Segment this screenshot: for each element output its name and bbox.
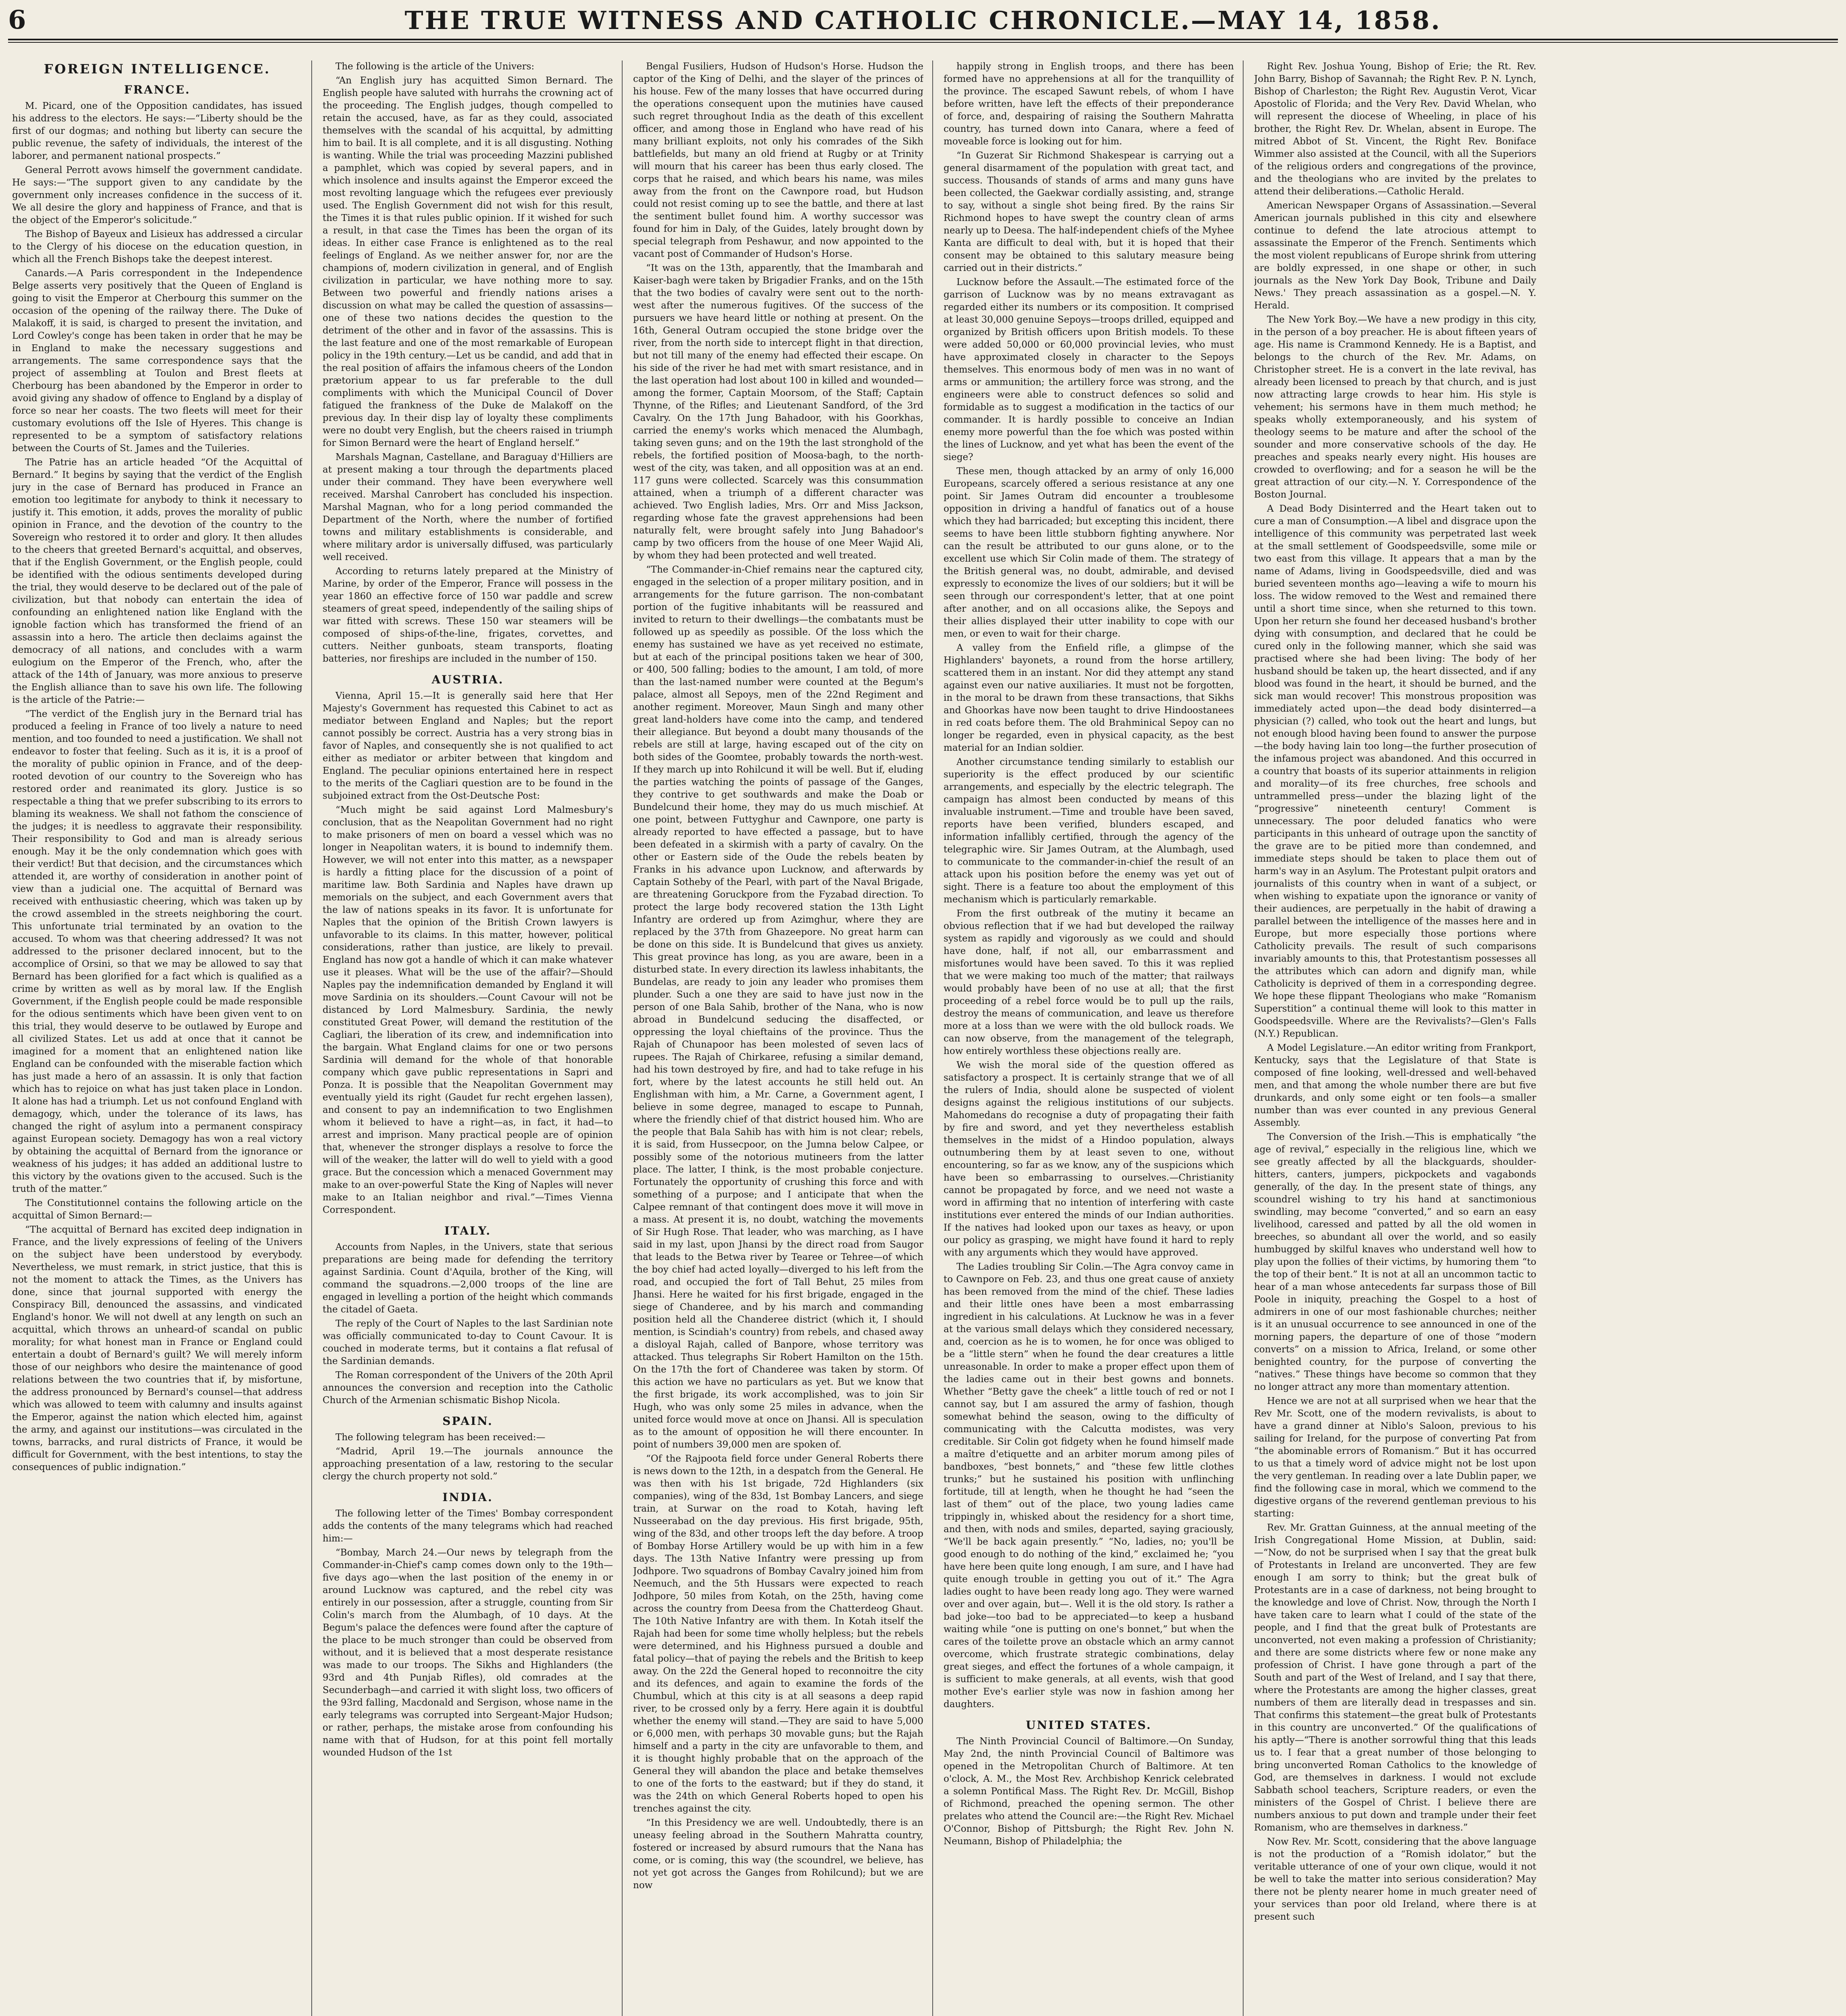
article-paragraph: The Bishop of Bayeux and Lisieux has addressed a circular to the Clergy of his diocese on the education question, in which all the French Bishops take the deepest interest. [12,229,302,264]
article-paragraph: The following letter of the Times' Bombay correspondent adds the contents of the many telegrams which had reached him:— [323,1508,613,1544]
column-2-body [323,60,613,1759]
article-paragraph: “An English jury has acquitted Simon Bernard. The English people have saluted with hurrahs the crowning act of the proceeding. The English judges, though compelled to retain the accused, have, as far as they could, associated themselves with the scandal of his acquittal, by admitting him to bail. It is all complete, and it is all disgusting. Nothing is wanting. While the trial was proceeding Mazzini published a pamphlet, which was copied by several papers, and in which insolence and insults against the Emperor exceed the most revolting language which the refugees ever previously used. The English Government did not wish for this result, the Times it is that rules public opinion. If it wished for such a result, in that case the Times has been the organ of its ideas. In either case France is enlightened as to the real feelings of England. As we neither answer for, nor are the champions of, modern civilization in general, and of English civilization in particular, we have nothing more to say. Between two powerful and friendly nations arises a discussion on what may be called the question of assassins—one of these two nations decides the question to the detriment of the other and in favor of the assassins. This is the last feature and one of the most remarkable of European policy in the 19th century.—Let us be candid, and add that in the real position of affairs the infamous cheers of the London prætorium appear to us far preferable to the dull compliments with which the Municipal Council of Dover fatigued the frankness of the Duke de Malakoff on the previous day. In their disp lay of loyalty these compliments were no doubt very English, but the cheers raised in triumph for Simon Bernard were the heart of England herself.” [323,75,613,448]
article-paragraph: M. Picard, one of the Opposition candidates, has issued his address to the electors. He says:—“Liberty should be the first of our dogmas; and nothing but liberty can secure the public revenue, the safety of individuals, the interest of the laborer, and permanent national prospects.” [12,101,302,161]
article-paragraph: Rev. Mr. Grattan Guinness, at the annual meeting of the Irish Congregational Home Mission, at Dublin, said:—“Now, do not be surprised when I say that the great bulk of Protestants in Ireland are unconverted. They are few enough I am sorry to think; but the great bulk of Protestants are in a case of darkness, not being brought to the knowledge and love of Christ. Now, through the North I have taken care to learn what I could of the state of the people, and I find that the great bulk of Protestants are unconverted, not even making a profession of Christianity; and there are some districts where few or none make any profession of Christ. I have gone through a part of the South and part of the West of Ireland, and I say that there, where the Protestants are among the higher classes, great numbers of them are literally dead in trespasses and sin. That confirms this statement—the great bulk of Protestants in this country are unconverted.” Of the qualifications of his aptly—“There is another sorrowful thing that this leads us to. I fear that a great number of those belonging to bring unconverted Roman Catholics to the knowledge of God, are themselves in darkness. I would not exclude Sabbath school teachers, Scripture readers, or even the ministers of the Gospel of Christ. I believe there are numbers anxious to put down and trample under their feet Romanism, who are themselves in darkness.” [1254,1522,1536,1833]
article-paragraph: These men, though attacked by an army of only 16,000 Europeans, scarcely offered a serious resistance at any one point. Sir James Outram did encounter a troublesome opposition in driving a handful of fanatics out of a house which they had barricaded; but excepting this incident, there seems to have been little stubborn fighting anywhere. Nor can the result be attributed to our guns alone, or to the excellent use which Sir Colin made of them. The strategy of the British general was, no doubt, admirable, and devised expressly to economize the lives of our soldiers; but it will be seen through our correspondent's letter, that at one point after another, and on all occasions alike, the Sepoys and their allies displayed their utter inability to cope with our men, or even to wait for their charge. [944,466,1234,639]
article-paragraph: Accounts from Naples, in the Univers, state that serious preparations are being made for defending the territory against Sardinia. Count d'Aquila, brother of the King, will command the squadrons.—2,000 troops of the line are engaged in levelling a portion of the height which commands the citadel of Gaeta. [323,1242,613,1315]
section-heading: AUSTRIA. [431,673,504,686]
column-5-body [1254,60,1835,2016]
masthead [0,0,1846,48]
article-paragraph: The following is the article of the Univers: [335,61,535,72]
subsection-title: FRANCE. [124,83,191,96]
column-2 [323,60,613,2016]
section-heading: UNITED STATES. [1025,1718,1152,1732]
article-paragraph: “It was on the 13th, apparently, that the Imambarah and Kaiser-bagh were taken by Brigadier Franks, and on the 15th that the two bodies of cavalry were sent out to the north-west after the numerous fugitives. Of the success of the pursuers we have heard little or nothing at present. On the 16th, General Outram occupied the stone bridge over the river, from the north side to intercept flight in that direction, but not till many of the enemy had effected their escape. On his side of the river he had met with smart resistance, and in the last operation had lost about 100 in killed and wounded—among the former, Captain Moorsom, of the Staff; Captain Thynne, of the Rifles; and Lieutenant Sandford, of the 3rd Cavalry. On the 17th Jung Bahadoor, with his Goorkhas, carried the enemy's works which menaced the Alumbagh, taking seven guns; and on the 19th the last stronghold of the rebels, the fortified position of Moosa-bagh, to the north-west of the city, was taken, and all opposition was at an end. 117 guns were collected. Scarcely was this consummation attained, when a triumph of a different character was achieved. Two English ladies, Mrs. Orr and Miss Jackson, regarding whose fate the gravest apprehensions had been naturally felt, were brought safely into Jung Bahadoor's camp by two officers from the house of one Meer Wajid Ali, by whom they had been protected and well treated. [633,263,923,561]
article-paragraph: Marshals Magnan, Castellane, and Baraguay d'Hilliers are at present making a tour through the departments placed under their command. They have been everywhere well received. Marshal Canrobert has concluded his inspection. Marshal Magnan, who for a long period commanded the Department of the North, where the number of fortified towns and military establishments is considerable, and where military ardor is universally diffused, was particularly well received. [323,452,613,562]
article-paragraph: Now Rev. Mr. Scott, considering that the above language is not the production of a “Romish idolator,” but the veritable utterance of one of your own clique, would it not be well to take the matter into serious consideration? May there not be plenty nearer home in much greater need of your services than poor old Ireland, where there is at present such [1254,1837,1536,1922]
article-paragraph: The following telegram has been received:— [335,1432,546,1443]
article-paragraph: “In this Presidency we are well. Undoubtedly, there is an uneasy feeling abroad in the Southern Mahratta country, fostered or increased by absurd rumours that the Nana has come, or is coming, this way (the scoundrel, we believe, has not yet got across the Ganges from Rohilcund); but we are now [633,1818,923,1891]
article-paragraph: The Constitutionnel contains the following article on the acquittal of Simon Bernard:— [12,1198,302,1221]
article-paragraph: According to returns lately prepared at the Ministry of Marine, by order of the Emperor, France will possess in the year 1860 an effective force of 150 war paddle and screw steamers of great speed, independently of the sailing ships of war fitted with screws. These 150 war steamers will be composed of ships-of-the-line, frigates, corvettes, and cutters. Neither gunboats, steam transports, floating batteries, nor fireships are included in the number of 150. [323,566,613,664]
header-rule [8,39,1838,40]
article-paragraph: American Newspaper Organs of Assassination.—Several American journals published in this city and elsewhere continue to defend the late atrocious attempt to assassinate the Emperor of the French. Sentiments which the most violent republicans of Europe shrink from uttering are boldly expressed, in one shape or other, in such journals as the New York Day Book, Tribune and Daily News.' They preach assassination as a gospel.—N. Y. Herald. [1254,200,1536,311]
section-heading: ITALY. [444,1224,492,1237]
column-3-body [633,60,923,1892]
article-paragraph: “Bombay, March 24.—Our news by telegraph from the Commander-in-Chief's camp comes down only to the 19th—five days ago—when the last position of the enemy in or around Lucknow was captured, and the rebel city was entirely in our possession, after a struggle, counting from Sir Colin's march from the Alumbagh, of 10 days. At the Begum's palace the defences were found after the capture of the place to be much stronger than could be observed from without, and it is believed that a most desperate resistance was made to our troops. The Sikhs and Highlanders (the 93rd and 4th Punjab Rifles), old comrades at the Secunderbagh—and carried it with slight loss, two officers of the 93rd falling, Macdonald and Sergison, whose name in the early telegrams was corrupted into Sergeant-Major Hudson; or rather, perhaps, the mistake arose from confounding his name with that of Hudson, for at this point fell mortally wounded Hudson of the 1st [323,1547,613,1758]
article-paragraph: From the first outbreak of the mutiny it became an obvious reflection that if we had but developed the railway system as rapidly and vigorously as we could and should have done, half, if not all, our embarrassment and misfortunes would have been saved. To this it was replied that we were making too much of the matter; that railways would probably have been of no use at all; that the first proceeding of a rebel force would be to pull up the rails, destroy the means of communication, and leave us therefore more at a loss than we were with the old bullock roads. We can now observe, from the management of the telegraph, how entirely worthless these objections really are. [944,908,1234,1056]
article-paragraph: The Patrie has an article headed “Of the Acquittal of Bernard.” It begins by saying that the verdict of the English jury in the case of Bernard has produced in France an emotion too legitimate for anybody to think it necessary to justify it. This emotion, it adds, proves the morality of public opinion in France, and the devotion of the country to the Sovereign who restored it to order and glory. It then alludes to the cheers that greeted Bernard's acquittal, and observes, that if the English Government, or the English people, could be identified with the odious sentiments developed during the trial, they would deserve to be declared out of the pale of civilization, but that nobody can entertain the idea of confounding an enlightened nation like England with the ignoble faction which has transformed the friend of an assassin into a hero. The article then declaims against the democracy of all nations, and concludes with a warm eulogium on the Emperor of the French, who, after the attack of the 14th of January, was more anxious to preserve the English alliance than to save his own life. The following is the article of the Patrie:— [12,457,302,705]
column-4 [944,60,1234,2016]
article-paragraph: The Roman correspondent of the Univers of the 20th April announces the conversion and reception into the Catholic Church of the Armenian schismatic Bishop Nicola. [323,1370,613,1406]
article-paragraph: The reply of the Court of Naples to the last Sardinian note was officially communicated to-day to Count Cavour. It is couched in moderate terms, but it contains a flat refusal of the Sardinian demands. [323,1318,613,1366]
article-paragraph: The New York Boy.—We have a new prodigy in this city, in the person of a boy preacher. He is about fifteen years of age. His name is Crammond Kennedy. He is a Baptist, and belongs to the church of the Rev. Mr. Adams, on Christopher street. He is a convert in the late revival, has already been licensed to preach by that church, and is just now attracting large crowds to hear him. His style is vehement; his sermons have in them much method; he speaks wholly extemporaneously, and his system of theology seems to be mature and after the school of the sounder and more conservative schools of the day. He preaches and speaks nearly every night. His houses are crowded to overflowing; and for a season he will be the great attraction of our city.—N. Y. Correspondence of the Boston Journal. [1254,314,1536,500]
article-paragraph: “Much might be said against Lord Malmesbury's conclusion, that as the Neapolitan Government had no right to make prisoners of men on board a vessel which was no longer in Neapolitan waters, it is bound to indemnify them. However, we will not enter into this matter, as a newspaper is hardly a fitting place for the discussion of a point of maritime law. Both Sardinia and Naples have drawn up memorials on the subject, and each Government avers that the law of nations speaks in its favor. It is unfortunate for Naples that the opinion of the British Crown lawyers is unfavorable to its claims. In this matter, however, political considerations, rather than justice, are likely to prevail. England has now got a handle of which it can make whatever use it pleases. What will be the use of the affair?—Should Naples pay the indemnification demanded by England it will move Sardinia on its shoulders.—Count Cavour will not be distanced by Lord Malmesbury. Sardinia, the newly constituted Great Power, will demand the restitution of the Cagliari, the liberation of its crew, and indemnification into the bargain. What England claims for one or two persons Sardinia will demand for the whole of that honorable company which gave public representations in Sapri and Ponza. It is possible that the Neapolitan Government may eventually yield its right (Gaudet fur recht ergehen lassen), and consent to pay an indemnification to two Englishmen whom it believed to have a right—as, in fact, it had—to arrest and imprison. Many practical people are of opinion that, whenever the stronger displays a resolve to force the will of the weaker, the latter will do well to yield with a good grace. But the concession which a menaced Government may make to an over-powerful State the King of Naples will never make to an Italian neighbor and rival.”—Times Vienna Correspondent. [323,805,613,1215]
column-5 [1254,60,1835,2016]
article-paragraph: Canards.—A Paris correspondent in the Independence Belge asserts very positively that the Queen of England is going to visit the Emperor at Cherbourg this summer on the occasion of the opening of the railway there. The Duke of Malakoff, it is said, is charged to present the invitation, and Lord Cowley's conge has been taken in order that he may be in England to make the necessary suggestions and arrangements. The same correspondence says that the project of assembling at Toulon and Brest fleets at Cherbourg has been abandoned by the Emperor in order to avoid giving any shadow of offence to England by a display of force so near her coasts. The two fleets will meet for their customary evolutions off the Isle of Hyeres. This change is represented to be a symptom of satisfactory relations between the Courts of St. James and the Tuileries. [12,268,302,454]
article-paragraph: happily strong in English troops, and there has been formed have no apprehensions at all for the tranquillity of the province. The escaped Sawunt rebels, of whom I have before written, have left the effects of their preponderance of force, and, despairing of raising the Southern Mahratta country, has turned down into Canara, where a feed of moveable force is looking out for him. [944,61,1234,147]
article-paragraph: A Dead Body Disinterred and the Heart taken out to cure a man of Consumption.—A libel and disgrace upon the intelligence of this community was perpetrated last week at the small settlement of Goodspeedsville, some mile or two east from this village. It appears that a man by the name of Adams, living in Goodspeedsville, died and was buried seventeen months ago—leaving a wife to mourn his loss. The widow removed to the West and remained there until a short time since, when she returned to this town. Upon her return she found her deceased husband's brother dying with consumption, and declared that he could be cured only in the following manner, which she said was practised where she had been living: The body of her husband should be taken up, the heart dissected, and if any blood was found in the heart, it should be burned, and the sick man would recover! This monstrous proposition was immediately acted upon—the dead body disinterred—a physician (?) called, who took out the heart and lungs, but not enough blood having been found to answer the purpose—the body having lain too long—the further prosecution of the infamous project was abandoned. And this occurred in a country that boasts of its superior attainments in religion and morality—of its free churches, free schools and untrammelled press—under the blazing light of the “progressive” nineteenth century! Comment is unnecessary. The poor deluded fanatics who were participants in this unheard of outrage upon the sanctity of the grave are to be pitied more than condemned, and immediate steps should be taken to place them out of harm's way in an Asylum. The Protestant pulpit orators and journalists of this country when in want of a subject, or when wishing to expatiate upon the ignorance or vanity of their audiences, are perpetually in the habit of drawing a parallel between the intelligence of the masses here and in Europe, but more especially those portions where Catholicity prevails. The result of such comparisons invariably amounts to this, that Protestantism possesses all the attributes which can adorn and dignify man, while Catholicity is deprived of them in a corresponding degree. We hope these flippant Theologians who make “Romanism Superstition” a continual theme will look to this matter in Goodspeedsville. Where are the Revivalists?—Glen's Falls (N.Y.) Republican. [1254,504,1536,1039]
article-paragraph: “The verdict of the English jury in the Bernard trial has produced a feeling in France of too lively a nature to need mention, and too founded to need a justification. We shall not endeavor to foster that feeling. Such as it is, it is a proof of the morality of public opinion in France, and of the deep-rooted devotion of our country to the Sovereign who has restored order and reanimated its glory. Justice is so respectable a thing that we prefer subscribing to its errors to blaming its weakness. We shall not fathom the conscience of the judges; it is needless to aggravate their responsibility. Their responsibility to God and man is already serious enough. May it be the only condemnation which goes with their verdict! But that decision, and the circumstances which attended it, are worthy of consideration in another point of view than a judicial one. The acquittal of Bernard was received with enthusiastic cheering, which was taken up by the crowd assembled in the streets neighboring the court. This unfortunate trial terminated by an ovation to the accused. To whom was that cheering addressed? It was not addressed to the prisoner declared innocent, but to the accomplice of Orsini, so that we may be allowed to say that Bernard has been glorified for a fact which is qualified as a crime by written as well as by moral law. If the English Government, if the English people could be made responsible for the odious sentiments which have been given vent to on this trial, they would deserve to be outlawed by Europe and all civilized States. Let us add at once that it cannot be imagined for a moment that an enlightened nation like England can be confounded with the miserable faction which has just made a hero of an assassin. It is only that faction which has to rejoice on what has just taken place in London. It alone has had a triumph. Let us not confound England with demagogy, which, under the tolerance of its laws, has changed the right of asylum into a permanent conspiracy against European society. Demagogy has won a real victory by obtaining the acquittal of Bernard from the ignorance or weakness of his judges; it has added an additional lustre to this victory by the ovations given to the accused. Such is the truth of the matter.” [12,709,302,1194]
column-1-body [12,100,302,1474]
article-paragraph: Right Rev. Joshua Young, Bishop of Erie; the Rt. Rev. John Barry, Bishop of Savannah; the Right Rev. P. N. Lynch, Bishop of Charleston; the Right Rev. Augustin Verot, Vicar Apostolic of Florida; and the Very Rev. David Whelan, who will represent the diocese of Wheeling, in place of his brother, the Right Rev. Dr. Whelan, absent in Europe. The mitred Abbot of St. Vincent, the Right Rev. Boniface Wimmer also assisted at the Council, with all the Superiors of the religious orders and congregations of the province, and the theologians who are invited by the prelates to attend their deliberations.—Catholic Herald. [1254,61,1536,197]
column-divider [622,60,623,2016]
section-title: FOREIGN INTELLIGENCE. [44,61,271,77]
section-heading: SPAIN. [442,1414,493,1428]
article-paragraph: A Model Legislature.—An editor writing from Frankport, Kentucky, says that the Legislature of that State is composed of fine looking, well-dressed and well-behaved men, and that among the whole number there are but five drunkards, and only some eight or ten fools—a smaller number than was ever counted in any previous General Assembly. [1254,1043,1536,1128]
article-paragraph: The Ninth Provincial Council of Baltimore.—On Sunday, May 2nd, the ninth Provincial Council of Baltimore was opened in the Metropolitan Church of Baltimore. At ten o'clock, A. M., the Most Rev. Archbishop Kenrick celebrated a solemn Pontifical Mass. The Right Rev. Dr. McGill, Bishop of Richmond, preached the opening sermon. The other prelates who attend the Council are:—the Right Rev. Michael O'Connor, Bishop of Pittsburgh; the Right Rev. John N. Neumann, Bishop of Philadelphia; the [944,1736,1234,1847]
article-paragraph: A valley from the Enfield rifle, a glimpse of the Highlanders' bayonets, a round from the horse artillery, scattered them in an instant. Nor did they attempt any stand against even our native auxiliaries. It must not be forgotten, in the moral to be drawn from these transactions, that Sikhs and Ghoorkas have now been taught to drive Hindoostanees in red coats before them. The old Brahminical Sepoy can no longer be regarded, even in physical capacity, as the best material for an Indian soldier. [944,643,1234,753]
article-paragraph: The Conversion of the Irish.—This is emphatically “the age of revival,” especially in the religious line, which we see greatly affected by all the blackguards, shoulder-hitters, canters, jumpers, pickpockets and vagabonds generally, of the day. In the present state of things, any scoundrel wishing to try his hand at sanctimonious swindling, may become “converted,” and so earn an easy livelihood, caressed and patted by all the old women in breeches, so abundant all over the world, and so easily humbugged by skilful knaves who understand well how to play upon the follies of their victims, by humoring them “to the top of their bent.” It is not at all an uncommon tactic to hear of a man whose antecedents far surpass those of Bill Poole in iniquity, preaching the Gospel to a host of admirers in one of our most fashionable churches; neither is it an unusual occurrence to see announced in one of the morning papers, the departure of one of those “modern converts” on a mission to Africa, Ireland, or some other benighted country, for the purpose of converting the “natives.” These things have become so common that they no longer attract any more than momentary attention. [1254,1132,1536,1392]
article-paragraph: Hence we are not at all surprised when we hear that the Rev Mr. Scott, one of the modern revivalists, is about to have a grand dinner at Niblo's Saloon, previous to his sailing for Ireland, for the purpose of converting Pat from “the abominable errors of Romanism.” But it has occurred to us that a timely word of advice might not be lost upon the very gentleman. In reading over a late Dublin paper, we find the following case in moral, which we commend to the digestive organs of the reverend gentleman previous to his starting: [1254,1396,1536,1519]
header-rule-thin [8,42,1838,43]
page-number: 6 [8,5,26,35]
section-heading: INDIA. [442,1491,493,1504]
article-paragraph: “Madrid, April 19.—The journals announce the approaching presentation of a law, restoring to the secular clergy the church property not sold.” [323,1446,613,1482]
column-divider [1243,60,1244,2016]
article-paragraph: “The Commander-in-Chief remains near the captured city, engaged in the selection of a proper military position, and in arrangements for the future garrison. The non-combatant portion of the fugitive inhabitants will be reassured and invited to return to their dwellings—the combatants must be followed up as speedily as possible. Of the loss which the enemy has sustained we have as yet received no estimate, but at each of the principal positions taken we hear of 300, or 400, 500 falling; bodies to the amount, I am told, of more than the last-named number were counted at the Begum's palace, almost all Sepoys, men of the 22nd Regiment and another regiment. Moreover, Maun Singh and many other great land-holders have come into the camp, and tendered their allegiance. But beyond a doubt many thousands of the rebels are still at large, having escaped out of the city on both sides of the Goomtee, probably towards the north-west. If they march up into Rohilcund it will be well. But if, eluding the parties watching the points of passage of the Ganges, they contrive to get southwards and make the Doab or Bundelcund their home, they may do us much mischief. At one point, between Futtyghur and Cawnpore, one party is already reported to have effected a passage, but to have been defeated in a skirmish with a party of cavalry. On the other or Eastern side of the Oude the rebels beaten by Franks in his advance upon Lucknow, and afterwards by Captain Sotheby of the Pearl, with part of the Naval Brigade, are threatening Goruckpore from the Fyzabad direction. To protect the large body recovered station the 13th Light Infantry are ordered up from Azimghur, where they are replaced by the 37th from Ghazeepore. No great harm can be done on this side. It is Bundelcund that gives us anxiety. This great province has long, as you are aware, been in a disturbed state. In every direction its lawless inhabitants, the Bundelas, are ready to join any leader who promises them plunder. Such a one they are said to have just now in the person of one Bala Sahib, brother of the Nana, who is now abroad in Bundelcund seducing the disaffected, or oppressing the loyal chieftains of the province. Thus the Rajah of Chunapoor has been molested of seven lacs of rupees. The Rajah of Chirkaree, refusing a similar demand, had his town destroyed by fire, and had to take refuge in his fort, where by the latest accounts he still held out. An Englishman with him, a Mr. Carne, a Government agent, I believe in some degree, managed to escape to Punnah, where the friendly chief of that district housed him. Who are the people that Bala Sahib has with him is not clear; rebels, it is said, from Hussecpoor, on the Jumna below Calpee, or possibly some of the notorious mutineers from the latter place. The latter, I think, is the most probable conjecture. Fortunately the opportunity of crushing this force and with something of a purpose; and I anticipate that when the Calpee remnant of that contingent does move it will move in a mass. At present it is, no doubt, watching the movements of Sir Hugh Rose. That leader, who was marching, as I have said in my last, upon Jhansi by the direct road from Saugor that leads to the Betwa river by Tearee or Tehree—of which the boy chief had acted loyally—diverged to his left from the road, and occupied the fort of Tall Behut, 25 miles from Jhansi. Here he waited for his first brigade, engaged in the siege of Chanderee, and by his march and commanding position held all the Chanderee district (which it, I should mention, is Scindiah's country) from rebels, and chased away a disloyal Rajah, called of Banpore, whose territory was attacked. Thus telegraphs Sir Robert Hamilton on the 15th. On the 17th the fort of Chanderee was taken by storm. Of this action we have no particulars as yet. But we know that the first brigade, its work accomplished, was to join Sir Hugh, who was only some 25 miles in advance, when the united force would move at once on Jhansi. All is speculation as to the amount of opposition he will there encounter. In point of numbers 39,000 men are spoken of. [633,564,923,1450]
article-paragraph: Bengal Fusiliers, Hudson of Hudson's Horse. Hudson the captor of the King of Delhi, and the slayer of the princes of his house. Few of the many losses that have occurred during the operations consequent upon the mutinies have caused such regret throughout India as the death of this excellent officer, and among those in England who have read of his many brilliant exploits, not only his comrades of the Sikh battlefields, but many an old friend at Rugby or at Trinity will mourn that his career has been thus early closed. The corps that he raised, and which bears his name, was miles away from the front on the Cawnpore road, but Hudson could not resist coming up to see the battle, and there at last the sentiment bullet found him. A worthy successor was found for him in Daly, of the Guides, lately brought down by special telegraph from Peshawur, and now appointed to the vacant post of Commander of Hudson's Horse. [633,61,923,259]
column-3 [633,60,923,2016]
article-paragraph: We wish the moral side of the question offered as satisfactory a prospect. It is certainly strange that we of all the rulers of India, should alone be suspected of violent designs against the religious institutions of our subjects. Mahomedans do recognise a duty of propagating their faith by fire and sword, and yet they nevertheless establish themselves in the midst of a Hindoo population, always outnumbering them by at least seven to one, without encountering, so far as we know, any of the suspicions which have been so embarrassing to ourselves.—Christianity cannot be propagated by force, and we need not waste a word in affirming that no intention of interfering with caste institutions ever entered the minds of our Indian authorities. If the natives had looked upon our taxes as heavy, or upon our policy as grasping, we might have found it hard to reply with any arguments which they would have approved. [944,1060,1234,1258]
article-paragraph: “Of the Rajpoota field force under General Roberts there is news down to the 12th, in a despatch from the General. He was then with his 1st brigade, 72d Highlanders (six companies), wing of the 83d, 1st Bombay Lancers, and siege train, at Surwar on the road to Kotah, having left Nusseerabad on the day previous. His first brigade, 95th, wing of the 83d, and other troops left the day before. A troop of Bombay Horse Artillery would be up with him in a few days. The 13th Native Infantry were pressing up from Jodhpore. Two squadrons of Bombay Cavalry joined him from Neemuch, and the 5th Hussars were expected to reach Jodhpore, 50 miles from Kotah, on the 25th, having come across the country from Deesa from the Chatterdeog Ghaut. The 10th Native Infantry are with them. In Kotah itself the Rajah had been for some time wholly helpless; but the rebels were determined, and his Highness pursued a double and fatal policy—that of paying the rebels and the British to keep away. On the 22d the General hoped to reconnoitre the city and its defences, and again to examine the fords of the Chumbul, which at this city is at all seasons a deep rapid river, to be crossed only by a ferry. Here again it is doubtful whether the enemy will stand.—They are said to have 5,000 or 6,000 men, with perhaps 30 movable guns; but the Rajah himself and a party in the city are unfavorable to them, and it is thought highly probable that on the approach of the General they will abandon the place and betake themselves to one of the forts to the eastward; but if they do stand, it was the 24th on which General Roberts hoped to open his trenches against the city. [633,1454,923,1814]
article-paragraph: Another circumstance tending similarly to establish our superiority is the effect produced by our scientific arrangements, and especially by the electric telegraph. The campaign has almost been conducted by means of this invaluable instrument.—Time and trouble have been saved, reports have been verified, blunders escaped, and information infallibly certified, through the agency of the telegraphic wire. Sir James Outram, at the Alumbagh, used to communicate to the commander-in-chief the result of an attack upon his position before the enemy was yet out of sight. There is a feature too about the employment of this mechanism which is particularly remarkable. [944,757,1234,905]
article-paragraph: “In Guzerat Sir Richmond Shakespear is carrying out a general disarmament of the population with great tact, and success. Thousands of stands of arms and many guns have been collected, the Gaekwar cordially assisting, and, strange to say, without a single shot being fired. By the rains Sir Richmond hopes to have swept the country clean of arms nearly up to Deesa. The half-independent chiefs of the Myhee Kanta are difficult to deal with, but it is hoped that their consent may be obtained to this salutary measure being carried out in their districts.” [944,150,1234,273]
article-paragraph: Vienna, April 15.—It is generally said here that Her Majesty's Government has requested this Cabinet to act as mediator between England and Naples; but the report cannot possibly be correct. Austria has a very strong bias in favor of Naples, and consequently she is not qualified to act either as mediator or arbiter between that kingdom and England. The peculiar opinions entertained here in respect to the merits of the Cagliari question are to be found in the subjoined extract from the Ost-Deutsche Post: [323,691,613,801]
article-paragraph: General Perrott avows himself the government candidate. He says:—“The support given to any candidate by the government only increases confidence in the success of it. We all desire the glory and happiness of France, and that is the object of the Emperor's solicitude.” [12,165,302,225]
running-title: THE TRUE WITNESS AND CATHOLIC CHRONICLE.—MAY 14, 1858. [404,6,1442,35]
column-divider [932,60,933,2016]
article-paragraph: The Ladies troubling Sir Colin.—The Agra convoy came in to Cawnpore on Feb. 23, and thus one great cause of anxiety has been removed from the mind of the chief. These ladies and their little ones have been a most embarrassing ingredient in his calculations. At Lucknow he was in a fever at the various small delays which they considered necessary, and, coercion as he is to women, he for once was obliged to be a “little stern” when he found the dear creatures a little unreasonable. In order to make a proper effect upon them of the ladies came out in their best gowns and bonnets. Whether “Betty gave the cheek” a little touch of red or not I cannot say, but I am assured the army of fashion, though somewhat behind the season, owing to the difficulty of communicating with the Calcutta modistes, was very creditable. Sir Colin got fidgety when he found himself made a maître d'etiquette and an arbiter morum among piles of bandboxes, “best bonnets,” and “these few little clothes trunks;” but he sustained his position with unflinching fortitude, till at length, when he thought he had “seen the last of them” out of the place, two young ladies came trippingly in, whisked about the residency for a short time, and then, with nods and smiles, departed, saying graciously, “We'll be back again presently.” “No, ladies, no; you'll be good enough to do nothing of the kind,” exclaimed he; “you have here been quite long enough, I am sure, and I have had quite enough trouble in getting you out of it.” The Agra ladies ought to have been ready long ago. They were warned over and over again, but—. Well it is the old story. Is rather a bad joke—too bad to be appreciated—to keep a husband waiting while “one is putting on one's bonnet,” but when the cares of the toilette prove an obstacle which an army cannot overcome, which frustrate strategic combinations, delay great sieges, and effect the fortunes of a whole campaign, it is sufficient to make generals, at all events, wish that good mother Eve's earlier style was now in fashion among her daughters. [944,1262,1234,1710]
column-4-body [944,60,1234,1848]
article-paragraph: “The acquittal of Bernard has excited deep indignation in France, and the lively expressions of feeling of the Univers on the subject have been understood by everybody. Nevertheless, we must remark, in strict justice, that this is not the moment to attack the Times, as the Univers has done, since that journal supported with energy the Conspiracy Bill, denounced the assassins, and vindicated England's honor. We will not dwell at any length on such an acquittal, which throws an unheard-of scandal on public morality; for what honest man in France or England could entertain a doubt of Bernard's guilt? We will merely inform those of our neighbors who desire the maintenance of good relations between the two countries that if, by misfortune, the address pronounced by Bernard's counsel—that address which was allowed to teem with calumny and insults against the Emperor, against the nation which elected him, against the army, and against our institutions—was circulated in the towns, barracks, and rural districts of France, it would be difficult for Government, with the best intentions, to stay the consequences of public indignation.” [12,1225,302,1472]
column-divider [311,60,312,2016]
article-paragraph: Lucknow before the Assault.—The estimated force of the garrison of Lucknow was by no means extravagant as regarded either its numbers or its composition. It comprised at least 30,000 genuine Sepoys—troops drilled, equipped and organized by British officers upon British models. To these were added 50,000 or 60,000 provincial levies, who must have approximated closely in character to the Sepoys themselves. This enormous body of men was in no want of arms or ammunition; the artillery force was strong, and the engineers were able to construct defences so solid and formidable as to suggest a modification in the tactics of our commander. It is hardly possible to conceive an Indian enemy more powerful than the foe which was posted within the lines of Lucknow, and yet what has been the event of the siege? [944,277,1234,462]
column-1 [12,60,302,2016]
